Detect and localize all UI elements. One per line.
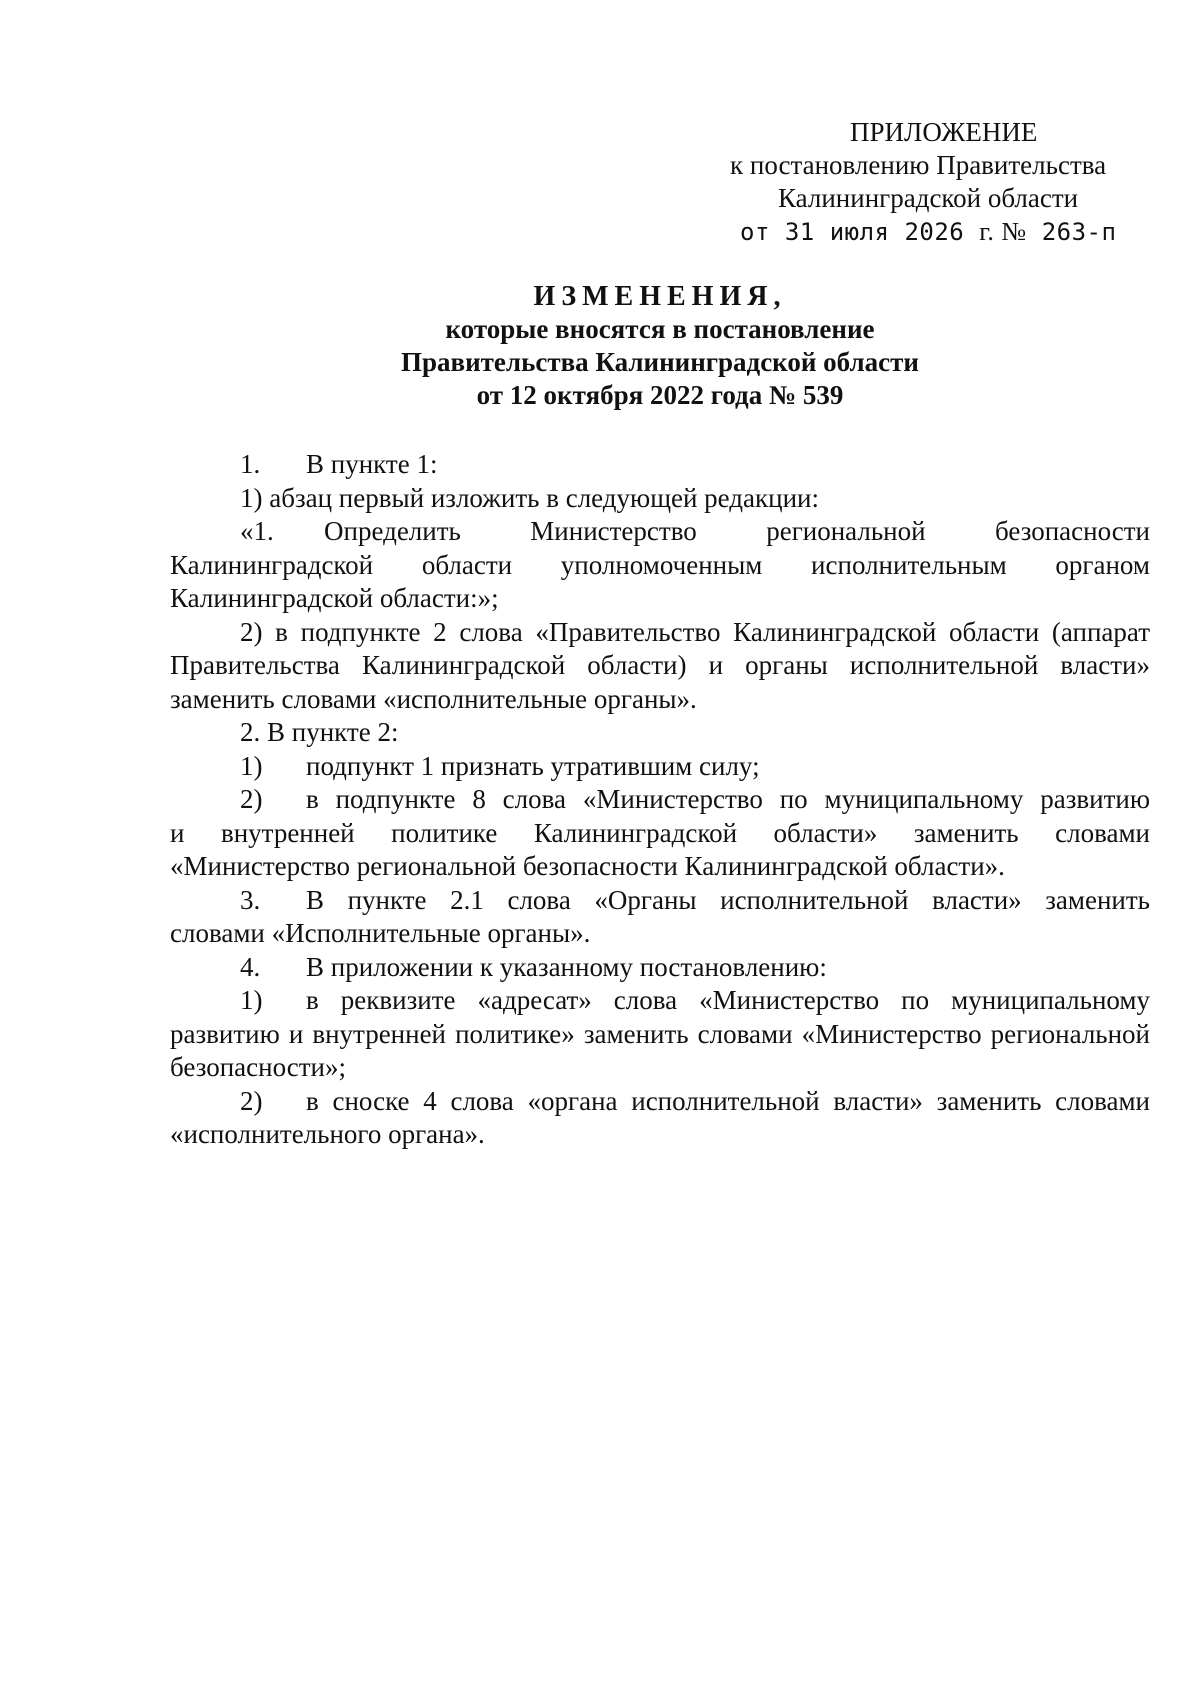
item-text: в реквизите «адресат» слова «Министерство по муниципальному: [306, 985, 1150, 1015]
item-marker: 2): [240, 784, 263, 814]
heading-subtitle: которые вносятся в постановление: [445, 314, 875, 344]
item-4-1-line1: [170, 984, 1150, 1018]
appendix-date-suffix: г. №: [979, 217, 1027, 246]
item-text: в сноске 4 слова «органа исполнительной власти» заменить словами: [306, 1085, 1150, 1116]
item-text: В пункте 1:: [306, 449, 438, 479]
heading-authority: Правительства Калининградской области: [401, 347, 919, 377]
item-3-line1: [170, 884, 1150, 918]
item-1-quote-line3: Калининградской области:»;: [170, 583, 499, 613]
item-1-quote-line1: [170, 515, 1150, 549]
appendix-date-value: 31 июля 2026: [784, 218, 965, 246]
item-marker: 1): [240, 985, 263, 1015]
item-text: В пункте 2.1 слова «Органы исполнительной власти» заменить: [306, 884, 1150, 915]
appendix-region: Калининградской области: [778, 183, 1079, 213]
item-2-2-rest: и внутренней политике Калининградской области» заменить словами «Министерство региональной безопасности Калининградской области».: [170, 817, 1150, 881]
item-2-2-line1: [170, 783, 1150, 817]
item-text: В приложении к указанному постановлению:: [306, 951, 827, 982]
item-3-rest: словами «Исполнительные органы».: [170, 918, 591, 948]
quote-marker: «1.: [240, 516, 274, 546]
item-text: подпункт 1 признать утратившим силу;: [306, 750, 760, 781]
item-marker: 1): [240, 750, 263, 781]
document-body: [170, 448, 1150, 1152]
item-marker: 3.: [240, 884, 261, 915]
heading-title: ИЗМЕНЕНИЯ,: [533, 281, 787, 312]
appendix-date-prefix: от: [740, 218, 770, 246]
item-1: [170, 448, 1150, 482]
item-4-2-line1: [170, 1085, 1150, 1119]
item-marker: 2): [240, 1085, 263, 1116]
appendix-date-line: [730, 215, 1130, 249]
quote-text: Определить Министерство региональной безопасности: [324, 516, 1150, 546]
item-marker: 1.: [240, 449, 261, 479]
item-4-2-rest: «исполнительного органа».: [170, 1119, 485, 1149]
item-1-quote-line2: Калининградской области уполномоченным исполнительным органом: [170, 549, 1150, 580]
item-1-1: 1) абзац первый изложить в следующей редакции:: [240, 482, 819, 513]
item-4: [170, 951, 1150, 985]
item-2: 2. В пункте 2:: [240, 717, 399, 747]
heading-date: от 12 октября 2022 года № 539: [476, 380, 844, 410]
appendix-header: [730, 116, 1130, 249]
appendix-reference: к постановлению Правительства: [730, 150, 1107, 180]
document-heading: [170, 280, 1150, 412]
item-1-2: 2) в подпункте 2 слова «Правительство Калининградской области (аппарат Правительства Калининградской области) и органы исполнительной власти» заменить словами «исполнительные органы».: [170, 616, 1150, 714]
item-2-1: [170, 750, 1150, 784]
item-4-1-rest: развитию и внутренней политике» заменить словами «Министерство региональной безопасности»;: [170, 1018, 1150, 1082]
item-marker: 4.: [240, 951, 261, 982]
appendix-number: 263-п: [1041, 218, 1117, 246]
appendix-title: ПРИЛОЖЕНИЕ: [850, 117, 1038, 147]
item-text: в подпункте 8 слова «Министерство по муниципальному развитию: [306, 784, 1150, 814]
